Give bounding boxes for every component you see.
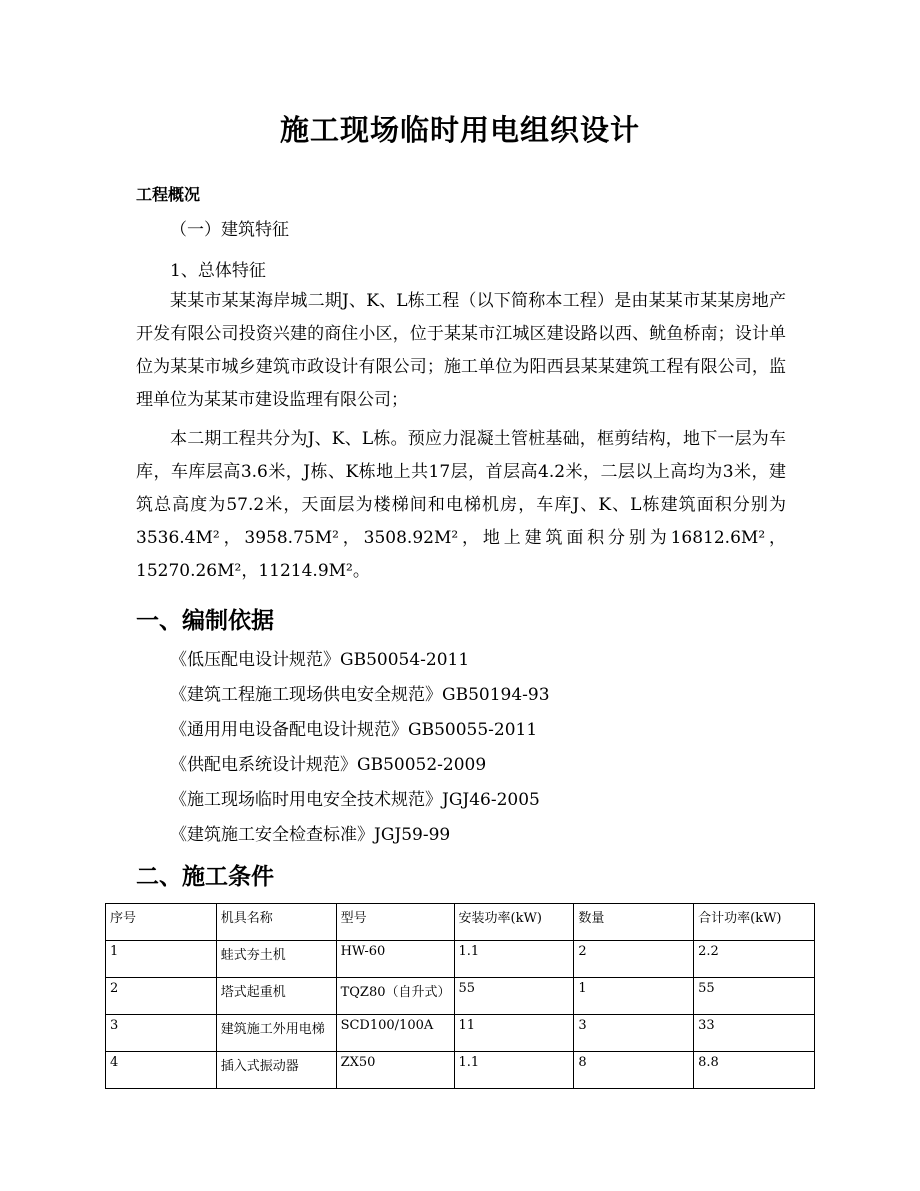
overview-heading: 工程概况	[136, 185, 201, 204]
reference-item: 《建筑施工安全检查标准》JGJ59-99	[170, 825, 451, 845]
table-header-cell: 安装功率(kW)	[454, 904, 574, 941]
table-cell: 3	[574, 1015, 694, 1052]
equipment-table	[105, 903, 815, 1089]
table-header-cell: 型号	[336, 904, 454, 941]
reference-item: 《供配电系统设计规范》GB50052-2009	[170, 755, 487, 775]
subsection-heading: 1、总体特征	[170, 261, 266, 281]
table-cell: 4	[106, 1052, 217, 1089]
table-row	[106, 1052, 815, 1089]
table-header-cell: 机具名称	[216, 904, 336, 941]
table-cell: 1	[106, 941, 217, 978]
section-heading: 二、施工条件	[136, 864, 274, 890]
table-cell: 2.2	[694, 941, 815, 978]
table-cell: 3	[106, 1015, 217, 1052]
table-cell: ZX50	[336, 1052, 454, 1089]
table-cell: 55	[694, 978, 815, 1015]
table-cell: 8.8	[694, 1052, 815, 1089]
reference-item: 《低压配电设计规范》GB50054-2011	[170, 650, 470, 670]
table-cell: 8	[574, 1052, 694, 1089]
subsection-heading: （一）建筑特征	[170, 220, 289, 240]
table-header-cell: 数量	[574, 904, 694, 941]
reference-item: 《通用用电设备配电设计规范》GB50055-2011	[170, 720, 538, 740]
table-cell: 33	[694, 1015, 815, 1052]
table-cell: 1	[574, 978, 694, 1015]
reference-item: 《施工现场临时用电安全技术规范》JGJ46-2005	[170, 790, 540, 810]
table-cell: 插入式振动器	[216, 1052, 336, 1089]
table-cell: 建筑施工外用电梯	[216, 1015, 336, 1052]
table-header-cell: 合计功率(kW)	[694, 904, 815, 941]
section-heading: 一、编制依据	[136, 608, 274, 634]
table-cell: 55	[454, 978, 574, 1015]
table-row	[106, 1015, 815, 1052]
table-header-cell: 序号	[106, 904, 217, 941]
overview-paragraph-1: 某某市某某海岸城二期J、K、L栋工程（以下简称本工程）是由某某市某某房地产开发有限公司投资兴建的商住小区，位于某某市江城区建设路以西、鱿鱼桥南；设计单位为某某市城乡建筑市政设计有限公司；施工单位为阳西县某某建筑工程有限公司，监理单位为某某市建设监理有限公司；	[136, 291, 786, 410]
reference-item: 《建筑工程施工现场供电安全规范》GB50194-93	[170, 685, 550, 705]
table-header-row	[106, 904, 815, 941]
table-cell: 2	[106, 978, 217, 1015]
page-title: 施工现场临时用电组织设计	[279, 113, 640, 147]
table-cell: SCD100/100A	[336, 1015, 454, 1052]
table-row	[106, 941, 815, 978]
table-cell: 塔式起重机	[216, 978, 336, 1015]
table-cell: 11	[454, 1015, 574, 1052]
table-cell: 1.1	[454, 941, 574, 978]
table-cell: 1.1	[454, 1052, 574, 1089]
table-cell: 2	[574, 941, 694, 978]
table-cell: 蛙式夯土机	[216, 941, 336, 978]
table-row	[106, 978, 815, 1015]
overview-paragraph-2: 本二期工程共分为J、K、L栋。预应力混凝土管桩基础，框剪结构，地下一层为车库，车库层高3.6米，J栋、K栋地上共17层，首层高4.2米，二层以上高均为3米，建筑总高度为57.2米，天面层为楼梯间和电梯机房，车库J、K、L栋建筑面积分别为3536.4M²，3958.75M²，3508.92M²，地上建筑面积分别为16812.6M²，15270.26M²，11214.9M²。	[136, 429, 786, 581]
table-cell: TQZ80（自升式）	[336, 978, 454, 1015]
table-cell: HW-60	[336, 941, 454, 978]
